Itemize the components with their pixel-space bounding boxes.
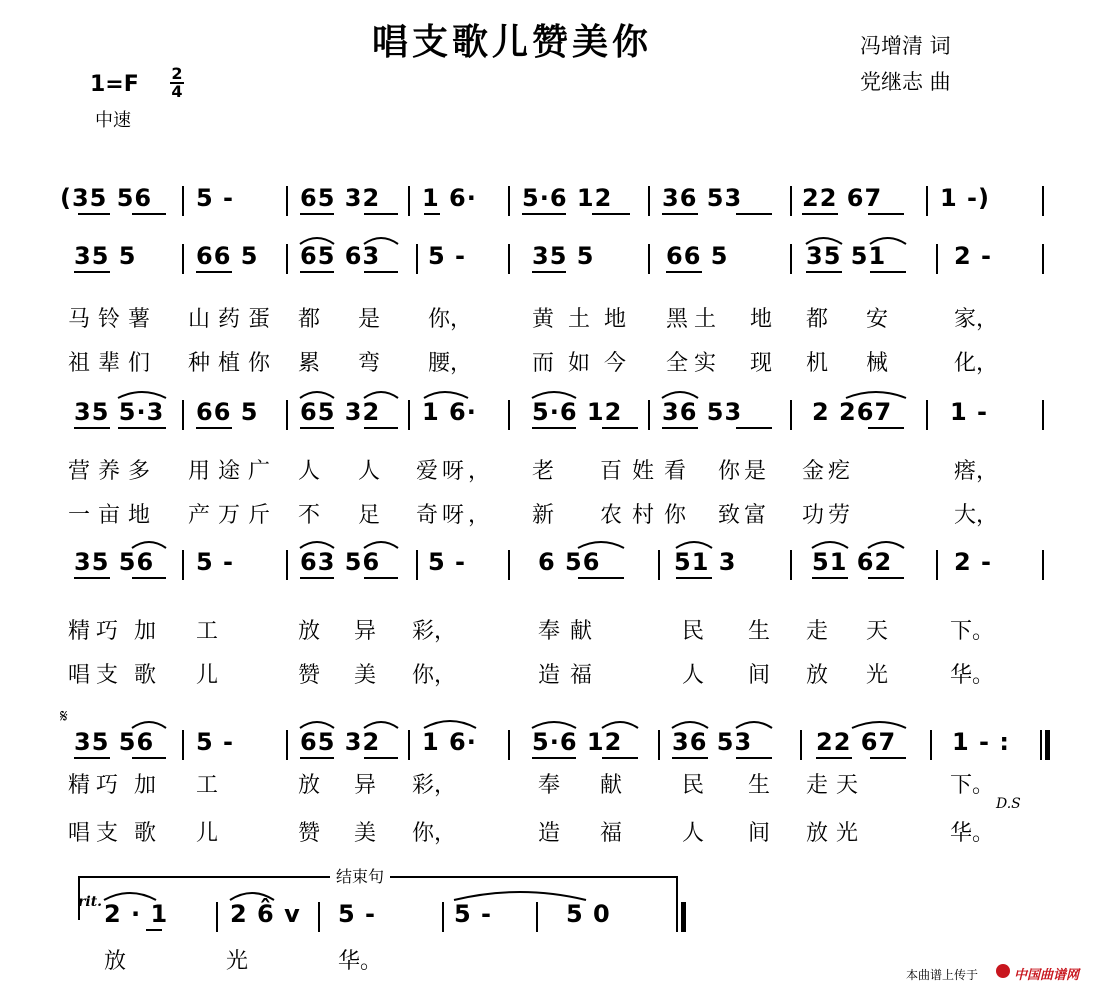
- lyric: 工: [196, 773, 219, 798]
- measure: (35 56: [60, 184, 153, 212]
- lyric: 瘩，: [954, 459, 999, 484]
- lyric: 不: [298, 503, 321, 528]
- lyric: 异: [354, 619, 377, 644]
- slur: [118, 392, 166, 398]
- lyric: 赞: [298, 663, 321, 688]
- lyric: 种植你: [188, 351, 279, 376]
- lyric: 都: [298, 307, 321, 332]
- slur: [364, 542, 398, 548]
- slur: [132, 542, 166, 548]
- lyric: 山药蛋: [188, 307, 279, 332]
- measure: 2 6̂ v: [230, 900, 301, 928]
- measure: 5·6 12: [532, 728, 623, 756]
- measure: 35 5·3: [74, 398, 165, 426]
- ritardando-marking: rit.: [78, 894, 103, 910]
- lyric: 彩，: [412, 773, 457, 798]
- slur: [602, 722, 638, 728]
- footer-brand: 中国曲谱网: [1014, 968, 1080, 983]
- slur: [230, 893, 274, 900]
- lyric: 安: [866, 307, 889, 332]
- slur: [300, 722, 334, 728]
- measure: 1 6·: [422, 398, 477, 426]
- lyric: 赞: [298, 821, 321, 846]
- lyric: 你，: [428, 307, 473, 332]
- lyric: 下。: [950, 619, 995, 644]
- measure: 35 56: [74, 548, 155, 576]
- measure: 2 -: [954, 242, 993, 270]
- lyric: 光: [226, 949, 249, 974]
- slur: [104, 893, 156, 900]
- measure: 5 -: [338, 900, 377, 928]
- lyric: 机: [806, 351, 829, 376]
- lyric: 祖辈们: [68, 351, 159, 376]
- measure: 5 -: [454, 900, 493, 928]
- measure: 1 - :: [952, 728, 1010, 756]
- slur: [364, 238, 398, 244]
- lyric: 都: [806, 307, 829, 332]
- lyric: 奉献: [538, 619, 603, 644]
- lyric: 你是: [718, 459, 771, 484]
- measure: 35 5: [532, 242, 595, 270]
- lyric: 老: [532, 459, 555, 484]
- measure: 5 -: [428, 548, 467, 576]
- lyric: 地: [750, 307, 773, 332]
- measure: 22 67: [802, 184, 883, 212]
- lyric: 加: [134, 773, 157, 798]
- slur: [300, 238, 334, 244]
- lyric: 走: [806, 619, 829, 644]
- lyric: 唱支: [68, 821, 125, 846]
- lyric: 人: [682, 663, 705, 688]
- lyric: 化，: [954, 351, 999, 376]
- measure: 51 62: [812, 548, 893, 576]
- dal-segno-marking: D.S: [996, 796, 1021, 812]
- lyric: 新: [532, 503, 555, 528]
- lyric: 致富: [718, 503, 771, 528]
- measure: 1 -: [950, 398, 989, 426]
- lyric: 彩，: [412, 619, 457, 644]
- measure: 2 267: [812, 398, 893, 426]
- lyric: 看: [664, 459, 687, 484]
- lyric: 精巧: [68, 619, 125, 644]
- measure: 1 6·: [422, 728, 477, 756]
- measure: 35 56: [74, 728, 155, 756]
- measure: 5·6 12: [532, 398, 623, 426]
- lyric: 光: [866, 663, 889, 688]
- measure: 1 -): [940, 184, 990, 212]
- lyric: 美: [354, 821, 377, 846]
- measure: 5 -: [428, 242, 467, 270]
- song-title: 唱支歌儿赞美你: [372, 22, 653, 63]
- measure: 5 -: [196, 548, 235, 576]
- measure: 63 56: [300, 548, 381, 576]
- lyric: 足: [358, 503, 381, 528]
- ending-label: 结束句: [330, 864, 390, 887]
- lyric: 现: [750, 351, 773, 376]
- measure: 5 -: [196, 184, 235, 212]
- lyric: 民: [682, 619, 705, 644]
- lyric: 儿: [196, 821, 219, 846]
- lyric: 是: [358, 307, 381, 332]
- lyric: 放光: [806, 821, 867, 846]
- slur: [578, 542, 624, 548]
- measure: 36 53: [662, 398, 743, 426]
- time-signature-top: 2: [171, 64, 183, 83]
- lyric: 下。: [950, 773, 995, 798]
- lyric: 儿: [196, 663, 219, 688]
- lyric: 造福: [538, 663, 603, 688]
- lyric: 累: [298, 351, 321, 376]
- lyric: 华。: [338, 949, 383, 974]
- slur: [662, 392, 698, 398]
- measure: 2 -: [954, 548, 993, 576]
- lyric: 人: [682, 821, 705, 846]
- measure: 66 5: [196, 398, 259, 426]
- measure: 5·6 12: [522, 184, 613, 212]
- slur: [852, 722, 906, 728]
- measure: 65 32: [300, 728, 381, 756]
- lyric: 异: [354, 773, 377, 798]
- lyric: 歌: [134, 663, 157, 688]
- lyric: 黑土: [666, 307, 723, 332]
- slur: [364, 392, 398, 398]
- lyric: 产万斤: [188, 503, 279, 528]
- measure: 35 51: [806, 242, 887, 270]
- slur: [868, 542, 904, 548]
- slur: [870, 238, 906, 244]
- lyric: 家，: [954, 307, 999, 332]
- lyric: 间: [748, 821, 771, 846]
- lyric: 美: [354, 663, 377, 688]
- lyric: 功劳: [802, 503, 855, 528]
- lyric: 人: [358, 459, 381, 484]
- lyric: 走天: [806, 773, 867, 798]
- slur: [812, 542, 848, 548]
- lyric: 福: [600, 821, 623, 846]
- lyric: 华。: [950, 663, 995, 688]
- lyric: 放: [298, 773, 321, 798]
- measure: 2 · 1: [104, 900, 169, 928]
- slur: [300, 392, 334, 398]
- lyric: 用途广: [188, 459, 279, 484]
- measure: 65 63: [300, 242, 381, 270]
- slur: [846, 392, 906, 398]
- measure: 22 67: [816, 728, 897, 756]
- lyric: 你: [664, 503, 687, 528]
- lyric: 全实: [666, 351, 723, 376]
- lyric: 放: [806, 663, 829, 688]
- measure: 65 32: [300, 184, 381, 212]
- segno-sign: 𝄋: [60, 706, 68, 727]
- slur: [532, 392, 576, 398]
- lyric: 黄土地: [532, 307, 641, 332]
- lyric: 一亩地: [68, 503, 159, 528]
- lyric: 械: [866, 351, 889, 376]
- lyric: 放: [104, 949, 127, 974]
- lyric: 生: [748, 619, 771, 644]
- measure: 65 32: [300, 398, 381, 426]
- lyric: 爱呀，: [416, 459, 495, 484]
- measure: 5 0: [566, 900, 611, 928]
- lyric: 华。: [950, 821, 995, 846]
- slur: [300, 542, 334, 548]
- lyric: 工: [196, 619, 219, 644]
- lyric: 歌: [134, 821, 157, 846]
- slur: [364, 722, 398, 728]
- measure: 5 -: [196, 728, 235, 756]
- slur: [424, 721, 476, 728]
- measure: 66 5: [666, 242, 729, 270]
- slur: [672, 722, 708, 728]
- lyric: 百姓: [600, 459, 665, 484]
- lyric: 弯: [358, 351, 381, 376]
- measure: 1 6·: [422, 184, 477, 212]
- lyric: 加: [134, 619, 157, 644]
- measure: 36 53: [662, 184, 743, 212]
- slur: [806, 238, 842, 244]
- lyric: 生: [748, 773, 771, 798]
- lyric: 金疙: [802, 459, 855, 484]
- lyricist-credit: 冯增清 词: [860, 34, 951, 58]
- measure: 35 5: [74, 242, 137, 270]
- lyric: 农村: [600, 503, 665, 528]
- lyric: 大，: [954, 503, 999, 528]
- lyric: 你，: [412, 663, 457, 688]
- key-signature: 1=F: [90, 72, 139, 97]
- lyric: 马铃薯: [68, 307, 159, 332]
- slur: [676, 542, 712, 548]
- lyric: 唱支: [68, 663, 125, 688]
- lyric: 而如今: [532, 351, 641, 376]
- lyric: 民: [682, 773, 705, 798]
- lyric: 人: [298, 459, 321, 484]
- slur: [736, 722, 772, 728]
- composer-credit: 党继志 曲: [860, 70, 951, 94]
- lyric: 营养多: [68, 459, 159, 484]
- measure: 6 56: [538, 548, 601, 576]
- measure: 51 3: [674, 548, 737, 576]
- slur: [424, 392, 468, 398]
- tempo-marking: 中速: [95, 110, 131, 131]
- slur: [532, 722, 576, 728]
- measure: 66 5: [196, 242, 259, 270]
- footer-upload-text: 本曲谱上传于: [906, 968, 979, 982]
- measure: 36 53: [672, 728, 753, 756]
- slur: [132, 722, 166, 728]
- lyric: 腰，: [428, 351, 473, 376]
- time-signature-bottom: 4: [171, 82, 183, 101]
- lyric: 造: [538, 821, 561, 846]
- lyric: 奇呀，: [416, 503, 495, 528]
- lyric: 你，: [412, 821, 457, 846]
- lyric: 奉: [538, 773, 561, 798]
- slur: [454, 892, 586, 900]
- lyric: 献: [600, 773, 623, 798]
- lyric: 放: [298, 619, 321, 644]
- lyric: 天: [866, 619, 889, 644]
- lyric: 间: [748, 663, 771, 688]
- lyric: 精巧: [68, 773, 125, 798]
